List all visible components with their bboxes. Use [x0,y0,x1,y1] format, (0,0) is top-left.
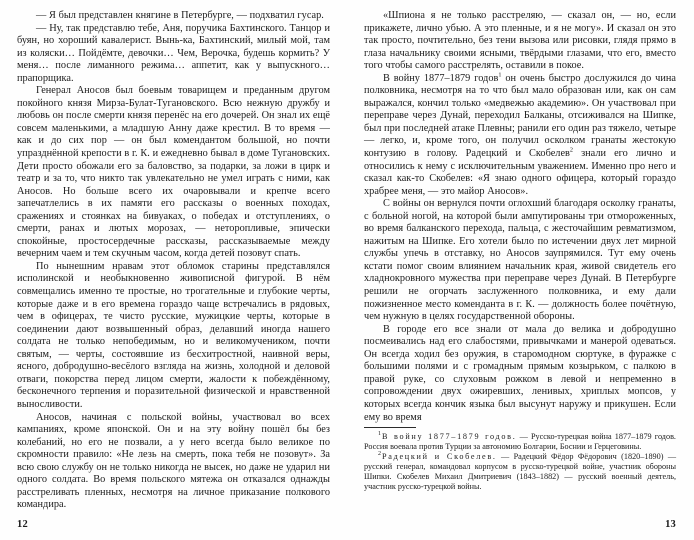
footnote-body: — Русско-турецкая война 1877–1879 годов. Россия воевала против Турции за автономию Болгарии, Боснии и Герцеговины. [364,432,676,452]
footnote-marker: 1 [378,431,381,438]
paragraph: — Ну, так представлю тебе, Аня, поручика Бахтинского. Танцор и буян, но хороший кавалерист. Вынь-ка, Бахтинский, милый мой, там из коляски… Пойдёмте, девочки… Чем, Верочка, будешь кормить? У меня… после лиманного режима… аппетит, как у выпускного… прапорщика. [17,22,330,84]
paragraph: «Шпиона я не только расстреляю, — сказал он, — но, если прикажете, лично убью. А это пленные, и я не могу». И сказал он это так просто, почтительно, без тени вызова или рисовки, глядя прямо в глаза начальнику своими ясными, твёрдыми глазами, что его, вместо того чтобы самого расстрелять, оставили в покое. [364,10,676,72]
paragraph: — Я был представлен княгине в Петербурге, — подхватил гусар. [36,10,324,21]
paragraph: Генерал Аносов был боевым товарищем и преданным другом покойного князя Мирза-Булат-Тугановского. Всю нежную дружбу и любовь он после смерти князя перенёс на его дочерей. Он знал их ещё совсем маленькими, а младшую Анну даже крестил. В то время — как и до сих пор — он был комендантом большой, но почти упразднённой крепости в г. К. и ежедневно бывал в доме Тугановских. Дети просто обожали его за баловство, за подарки, за ложи в цирк и театр и за то, что никто так увлекательно не умел играть с ними, как Аносов. Но больше всего их очаровывали и крепче всего запечатлелись в их памяти его рассказы о военных походах, сражениях и стоянках на бивуаках, о победах и отступлениях, о смерти, ранах и лютых морозах, — неторопливые, эпически спокойные, простосердечные рассказы, рассказываемые между вечерним чаем и тем скучным часом, когда детей позовут спать. [17,85,330,260]
footnote-item [364,432,676,452]
left-page-body [17,10,330,512]
footnote-ref-2[interactable]: 2 [569,146,574,154]
footnote-body: — Радецкий Фёдор Фёдорович (1820–1890) — русский генерал, командовал корпусом в русско-турецкой войне, участник обороны Шипки. Скобелев Михаил Дмитриевич (1843–1882) — русский военный деятель, участник русско-турецкой войны. [364,452,677,492]
footnote-ref-1[interactable]: 1 [498,71,502,79]
paragraph-with-footnote-refs [364,73,676,198]
paragraph: По нынешним нравам этот обломок старины представлялся исполинской и необыкновенно живописной фигурой. В нём совмещались именно те простые, но трогательные и глубокие черты, которые даже и в его времена гораздо чаще встречались в рядовых, чем в офицерах, те чисто русские, мужицкие черты, которые в соединении дают возвышенный образ, делавший иногда нашего солдата не только непобедимым, но и великомучеником, почти святым, — черты, состоявшие из бесхитростной, наивной веры, ясного, добродушно-весёлого взгляда на жизнь, холодной и деловой отваги, покорства перед лицом смерти, жалости к побеждённому, бесконечного терпения и поразительной физической и нравственной выносливости. [17,260,330,410]
footnote-separator-rule [364,427,416,428]
paragraph: С войны он вернулся почти оглохший благодаря осколку гранаты, с больной ногой, на которой были ампутированы три отмороженных, во время балканского перехода, пальца, с жесточайшим ревматизмом, нажитым на Шипке. Его хотели было по истечении двух лет мирной службы упечь в отставку, но Аносов заупрямился. Тут ему очень кстати помог своим влиянием начальник края, живой свидетель его хладнокровного мужества при переправе через Дунай. В Петербурге решили не огорчать заслуженного полковника, и ему дали пожизненное место коменданта в г. К. — должность более почётную, чем нужную в целях государственной обороны. [364,198,676,323]
footnote-block [364,427,676,493]
paragraph-segment: он очень быстро дослужился до чина полковника, несмотря на то что был мало образован или, как он сам выражался, кончил только «медвежью академию». Он участвовал при переправе через Дунай, переходил Балканы, отсиживался на Шипке, был при последней атаке Плевны; ранили его один раз тяжело, четыре — легко, и, кроме того, он получил осколком гранаты жестокую контузию в голову. Радецкий и Скобелев [364,72,676,160]
right-page [347,0,694,540]
page-number-right: 13 [665,519,676,530]
footnote-marker: 2 [378,451,381,458]
paragraph-segment: знали его лично и относились к нему с исключительным уважением. Именно про него и сказал как-то Скобелев: «Я знаю одного офицера, который гораздо храбрее меня, — это майор Аносов». [364,148,676,197]
paragraph: Аносов, начиная с польской войны, участвовал во всех кампаниях, кроме японской. Он и на эту войну пошёл бы без колебаний, но его не позвали, а у него всегда было великое по скромности правило: «Не лезь на смерть, пока тебя не позовут». За всю свою службу он не только никогда не высек, но даже не ударил ни одного солдата. Во время польского мятежа он отказался однажды расстреливать пленных, несмотря на личное приказание полкового командира. [17,411,330,511]
footnote-lemma: Радецкий и Скобелев. [382,452,497,462]
footnote-lemma: В войну 1877–1879 годов. [382,432,517,441]
footnote-list [364,432,676,493]
page-number-left: 12 [17,519,28,530]
paragraph: В городе его все знали от мала до велика и добродушно посмеивались над его слабостями, привычками и манерой одеваться. Он всегда ходил без оружия, в старомодном сюртуке, в фуражке с большими полями и с громадным прямым козырьком, с палкою в правой руке, со слуховым рожком в левой и непременно в сопровождении двух ожиревших, ленивых, хриплых мопсов, у которых всегда кончик языка был высунут наружу и прикушен. Если ему во время [364,323,676,423]
paragraph-segment: В войну 1877–1879 годов [383,72,499,84]
footnote-item [364,452,676,492]
right-page-body [364,10,676,424]
